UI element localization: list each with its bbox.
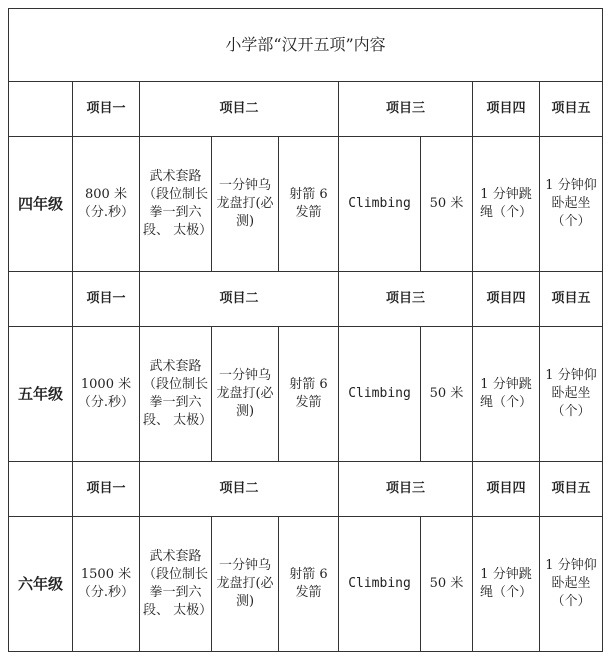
header-blank-cell [9, 82, 73, 137]
rope-skipping-cell: 1 分钟跳绳（个） [473, 517, 540, 652]
header-item-2: 项目二 [140, 272, 339, 327]
wushu-cell: 武术套路（段位制长拳一到六段、 太极） [140, 327, 212, 462]
header-item-3: 项目三 [339, 462, 473, 517]
header-row [9, 462, 603, 517]
situp-cell: 1 分钟仰卧起坐（个） [540, 137, 603, 272]
wulong-cell: 一分钟乌龙盘打(必测) [212, 327, 279, 462]
climbing-cell: Climbing [339, 517, 421, 652]
header-blank-cell [9, 462, 73, 517]
situp-cell: 1 分钟仰卧起坐（个） [540, 517, 603, 652]
header-item-5: 项目五 [540, 82, 603, 137]
header-item-1: 项目一 [73, 272, 140, 327]
header-item-4: 项目四 [473, 272, 540, 327]
header-item-4: 项目四 [473, 462, 540, 517]
table-title: 小学部“汉开五项”内容 [9, 9, 603, 82]
grade-row [9, 137, 603, 272]
archery-cell: 射箭 6 发箭 [279, 327, 339, 462]
header-item-5: 项目五 [540, 462, 603, 517]
item1-cell: 1000 米（分.秒） [73, 327, 140, 462]
grade-label: 四年级 [9, 137, 73, 272]
climbing-cell: Climbing [339, 327, 421, 462]
item1-cell: 800 米（分.秒） [73, 137, 140, 272]
header-item-2: 项目二 [140, 82, 339, 137]
sprint-50m-cell: 50 米 [421, 327, 473, 462]
header-blank-cell [9, 272, 73, 327]
header-item-2: 项目二 [140, 462, 339, 517]
grade-row [9, 327, 603, 462]
item1-cell: 1500 米（分.秒） [73, 517, 140, 652]
archery-cell: 射箭 6 发箭 [279, 137, 339, 272]
situp-cell: 1 分钟仰卧起坐（个） [540, 327, 603, 462]
climbing-cell: Climbing [339, 137, 421, 272]
wulong-cell: 一分钟乌龙盘打(必测) [212, 517, 279, 652]
archery-cell: 射箭 6 发箭 [279, 517, 339, 652]
header-item-3: 项目三 [339, 82, 473, 137]
header-item-1: 项目一 [73, 462, 140, 517]
sports-items-table [8, 8, 603, 652]
wushu-cell: 武术套路（段位制长拳一到六段、 太极） [140, 517, 212, 652]
sprint-50m-cell: 50 米 [421, 517, 473, 652]
rope-skipping-cell: 1 分钟跳绳（个） [473, 137, 540, 272]
header-item-5: 项目五 [540, 272, 603, 327]
wulong-cell: 一分钟乌龙盘打(必测) [212, 137, 279, 272]
header-row [9, 82, 603, 137]
grade-label: 五年级 [9, 327, 73, 462]
header-row [9, 272, 603, 327]
rope-skipping-cell: 1 分钟跳绳（个） [473, 327, 540, 462]
grade-label: 六年级 [9, 517, 73, 652]
grade-row [9, 517, 603, 652]
header-item-3: 项目三 [339, 272, 473, 327]
sprint-50m-cell: 50 米 [421, 137, 473, 272]
wushu-cell: 武术套路（段位制长拳一到六段、 太极） [140, 137, 212, 272]
header-item-1: 项目一 [73, 82, 140, 137]
header-item-4: 项目四 [473, 82, 540, 137]
